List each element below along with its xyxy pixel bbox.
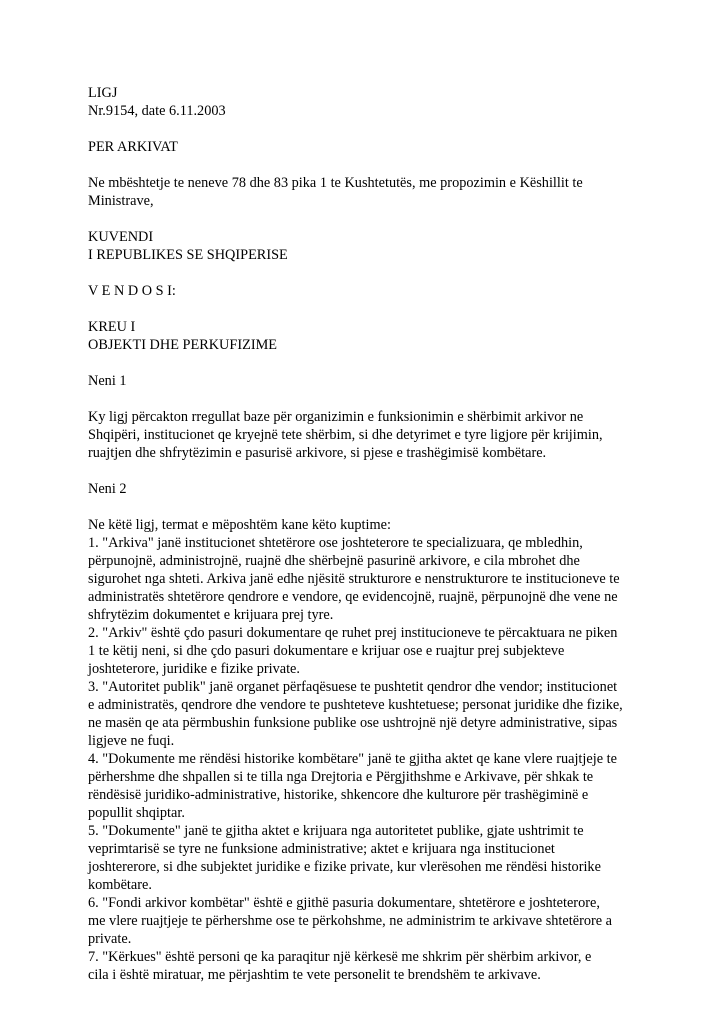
doc-type: LIGJ — [88, 85, 118, 101]
article-line: Ky ligj përcakton rregullat baze për organizimin e funksionimin e shërbimit arkivor ne — [88, 409, 584, 425]
doc-title: PER ARKIVAT — [88, 139, 178, 155]
article-line: cila i është miratuar, me përjashtim te vete personelit te brendshëm te arkivave. — [88, 967, 541, 983]
article-line: e administratës, qendrore dhe vendore te pushteteve kushtetuese; personat juridike dhe fizike, — [88, 697, 623, 713]
article-line: joshteterore, juridike e fizike private. — [88, 661, 300, 677]
assembly-line: I REPUBLIKES SE SHQIPERISE — [88, 247, 288, 263]
article-line: 6. "Fondi arkivor kombëtar" është e gjithë pasuria dokumentare, shtetërore e joshteterore, — [88, 895, 600, 911]
article-1-body — [88, 408, 658, 462]
article-line: veprimtarisë se tyre ne funksione administrative; aktet e krijuara nga institucionet — [88, 841, 555, 857]
article-1-heading: Neni 1 — [88, 373, 127, 389]
article-line: ruajtjen dhe shfrytëzimin e pasurisë arkivore, si pjese e trashëgimisë kombëtare. — [88, 445, 547, 461]
article-line: rëndësisë juridiko-administrative, historike, shkencore dhe kulturore për trashëgiminë e — [88, 787, 589, 803]
article-line: përpunojnë, administrojnë, ruajnë dhe shërbejnë pasurinë arkivore, e cila mbrohet dhe — [88, 553, 580, 569]
preamble-line: Ne mbështetje te neneve 78 dhe 83 pika 1 te Kushtetutës, me propozimin e Këshillit te — [88, 175, 583, 191]
assembly-line: KUVENDI — [88, 229, 154, 245]
article-line: 5. "Dokumente" janë te gjitha aktet e krijuara nga autoritetet publike, gjate ushtrimit te — [88, 823, 584, 839]
article-line: 7. "Kërkues" është personi qe ka paraqitur një kërkesë me shkrim për shërbim arkivor, e — [88, 949, 592, 965]
article-line: 2. "Arkiv" është çdo pasuri dokumentare qe ruhet prej institucioneve te përcaktuara ne piken — [88, 625, 618, 641]
preamble-line: Ministrave, — [88, 193, 154, 209]
article-line: përhershme dhe shpallen si te tilla nga Drejtoria e Përgjithshme e Arkivave, për shkak te — [88, 769, 594, 785]
article-line: administratës shtetërore qendrore e vendore, qe evidencojnë, ruajnë, përpunojnë dhe vene ne — [88, 589, 618, 605]
article-line: 1. "Arkiva" janë institucionet shtetërore ose joshteterore te specializuara, qe mbledhin, — [88, 535, 583, 551]
article-line: Ne këtë ligj, termat e mëposhtëm kane këto kuptime: — [88, 517, 391, 533]
article-line: kombëtare. — [88, 877, 152, 893]
law-document — [88, 84, 658, 984]
article-line: joshtererore, si dhe subjektet juridike e fizike private, kur vlerësohen me rëndësi historike — [88, 859, 601, 875]
article-line: private. — [88, 931, 132, 947]
article-2-body — [88, 516, 658, 984]
article-line: sigurohet nga shteti. Arkiva janë edhe njësitë strukturore e nenstrukturore te institucioneve te — [88, 571, 620, 587]
article-line: me vlere ruajtjeje te përhershme ose te përkohshme, ne administrim te arkivave shtetërore a — [88, 913, 613, 929]
article-line: popullit shqiptar. — [88, 805, 185, 821]
chapter-number: KREU I — [88, 319, 136, 335]
article-line: Shqipëri, institucionet qe kryejnë tete shërbim, si dhe detyrimet e tyre ligjore për krijimin, — [88, 427, 603, 443]
chapter-title: OBJEKTI DHE PERKUFIZIME — [88, 337, 278, 353]
article-line: ne masën qe ata përmbushin funksione publike ose ushtrojnë një detyre administrative, sipas — [88, 715, 618, 731]
article-line: 3. "Autoritet publik" janë organet përfaqësuese te pushtetit qendror dhe vendor; institucionet — [88, 679, 618, 695]
article-line: 1 te këtij neni, si dhe çdo pasuri dokumentare e krijuar ose e ruajtur prej subjekteve — [88, 643, 565, 659]
article-line: 4. "Dokumente me rëndësi historike kombëtare" janë te gjitha aktet qe kane vlere ruajtjeje te — [88, 751, 617, 767]
doc-number: Nr.9154, date 6.11.2003 — [88, 103, 226, 119]
decides-heading: V E N D O S I: — [88, 283, 176, 299]
article-line: ligjeve ne fuqi. — [88, 733, 175, 749]
article-line: shfrytëzim dokumentet e krijuara prej tyre. — [88, 607, 334, 623]
article-2-heading: Neni 2 — [88, 481, 127, 497]
